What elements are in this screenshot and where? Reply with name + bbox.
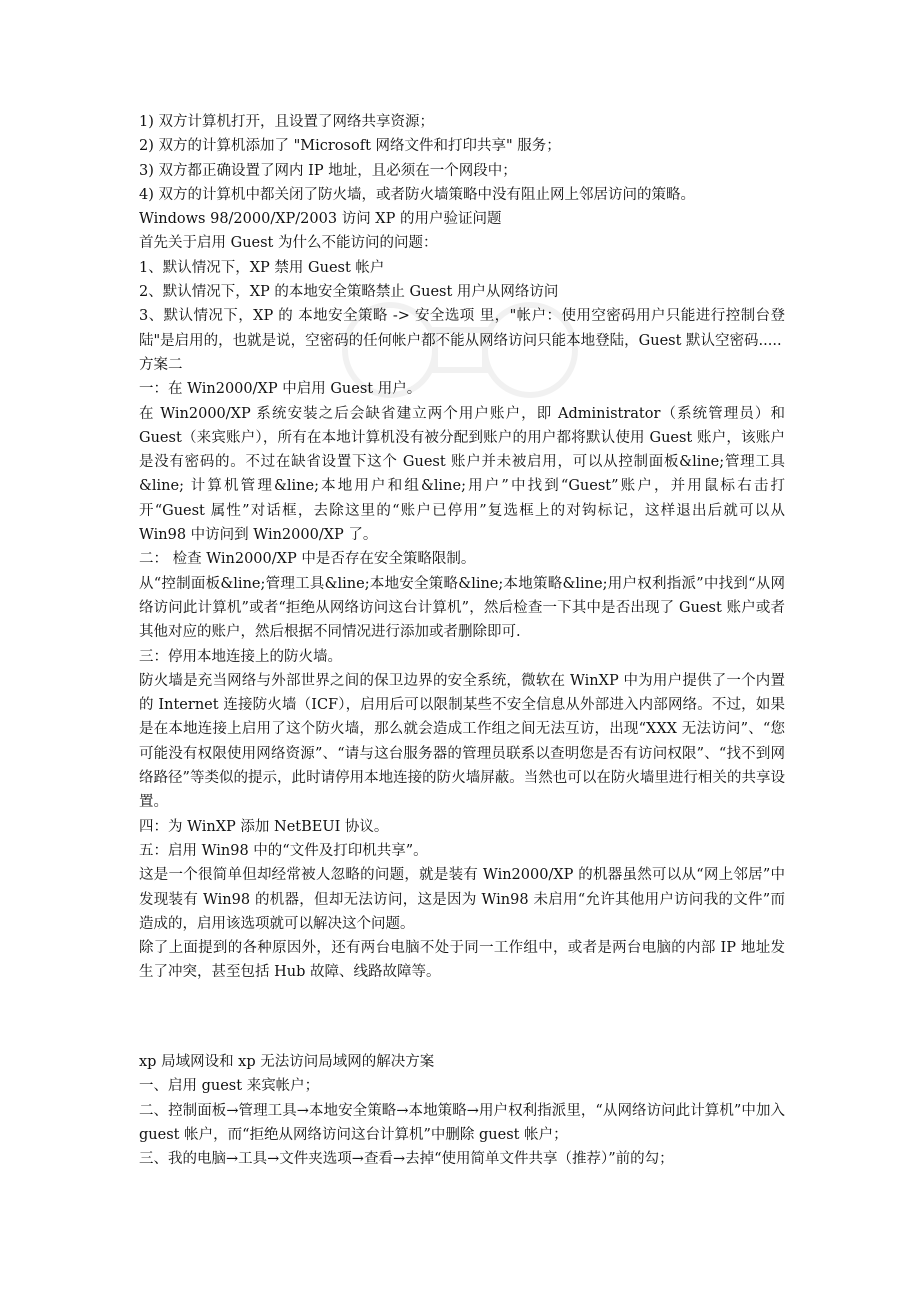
step-body-2: 从“控制面板&line;管理工具&line;本地安全策略&line;本地策略&line;用户权利指派”中找到“从网络访问此计算机”或者“拒绝从网络访问这台计算机”，然后检查一下其中是否出现了 Guest 账户或者其他对应的账户，然后根据不同情况进行添加或者删除即可.	[139, 575, 785, 641]
secondary-text-block	[139, 1050, 785, 1171]
section-heading-auth: Windows 98/2000/XP/2003 访问 XP 的用户验证问题	[139, 211, 502, 228]
paragraph-guest-intro: 首先关于启用 Guest 为什么不能访问的问题：	[139, 235, 438, 252]
closing-paragraph: 除了上面提到的各种原因外，还有两台电脑不处于同一工作组中，或者是两台电脑的内部 IP 地址发生了冲突，甚至包括 Hub 故障、线路故障等。	[139, 940, 785, 981]
section-heading-plan-two: 方案二	[139, 356, 183, 373]
step-heading-3: 三：停用本地连接上的防火墙。	[139, 648, 342, 665]
list-item-4: 4) 双方的计算机中都关闭了防火墙，或者防火墙策略中没有阻止网上邻居访问的策略。	[139, 186, 695, 203]
section-heading-xp-lan: xp 局域网设和 xp 无法访问局域网的解决方案	[139, 1054, 435, 1070]
reason-item-1: 1、默认情况下，XP 禁用 Guest 帐户	[139, 259, 385, 276]
step-heading-4: 四：为 WinXP 添加 NetBEUI 协议。	[139, 818, 389, 835]
reason-item-2: 2、默认情况下，XP 的本地安全策略禁止 Guest 用户从网络访问	[139, 284, 559, 301]
step-heading-2: 二： 检查 Win2000/XP 中是否存在安全策略限制。	[139, 551, 476, 568]
solution-item-1: 一、启用 guest 来宾帐户；	[139, 1078, 320, 1095]
list-item-3: 3) 双方都正确设置了网内 IP 地址，且必须在一个网段中；	[139, 162, 517, 179]
reason-item-3: 3、默认情况下，XP 的 本地安全策略 -> 安全选项 里，"帐户：使用空密码用户只能进行控制台登陆"是启用的，也就是说，空密码的任何帐户都不能从网络访问只能本地登陆，Guest 默认空密码.....	[139, 308, 785, 349]
solution-item-2: 二、控制面板→管理工具→本地安全策略→本地策略→用户权利指派里，“从网络访问此计算机”中加入 guest 帐户，而“拒绝从网络访问这台计算机”中删除 guest 帐户；	[139, 1102, 785, 1143]
solution-item-3: 三、我的电脑→工具→文件夹选项→查看→去掉“使用简单文件共享（推荐）”前的勾；	[139, 1151, 674, 1168]
step-body-1: 在 Win2000/XP 系统安装之后会缺省建立两个用户账户，即 Administrator（系统管理员）和 Guest（来宾账户），所有在本地计算机没有被分配到账户的用户都将默认使用 Guest 账户，该账户是没有密码的。不过在缺省设置下这个 Guest 账户并未被启用，可以从控制面板&line;管理工具&line; 计算机管理&line;本地用户和组&line;用户”中找到“Guest”账户，并用鼠标右击打开“Guest 属性”对话框，去除这里的“账户已停用”复选框上的对钩标记，这样退出后就可以从 Win98 中访问到 Win2000/XP 了。	[139, 405, 785, 544]
main-text-block	[139, 110, 785, 985]
list-item-1: 1) 双方计算机打开，且设置了网络共享资源；	[139, 114, 434, 130]
step-body-5: 这是一个很简单但却经常被人忽略的问题，就是装有 Win2000/XP 的机器虽然可以从“网上邻居”中发现装有 Win98 的机器，但却无法访问，这是因为 Win98 未启用“允许其他用户访问我的文件”而造成的，启用该选项就可以解决这个问题。	[139, 867, 785, 932]
list-item-2: 2) 双方的计算机添加了 "Microsoft 网络文件和打印共享" 服务；	[139, 138, 561, 155]
step-heading-1: 一：在 Win2000/XP 中启用 Guest 用户。	[139, 381, 422, 398]
step-heading-5: 五：启用 Win98 中的“文件及打印机共享”。	[139, 842, 428, 859]
step-body-3: 防火墙是充当网络与外部世界之间的保卫边界的安全系统，微软在 WinXP 中为用户提供了一个内置的 Internet 连接防火墙（ICF），启用后可以限制某些不安全信息从外部进入内部网络。不过，如果是在本地连接上启用了这个防火墙，那么就会造成工作组之间无法互访，出现“XXX 无法访问”、“您可能没有权限使用网络资源”、“请与这台服务器的管理员联系以查明您是否有访问权限”、“找不到网络路径”等类似的提示，此时请停用本地连接的防火墙屏蔽。当然也可以在防火墙里进行相关的共享设置。	[139, 672, 785, 811]
